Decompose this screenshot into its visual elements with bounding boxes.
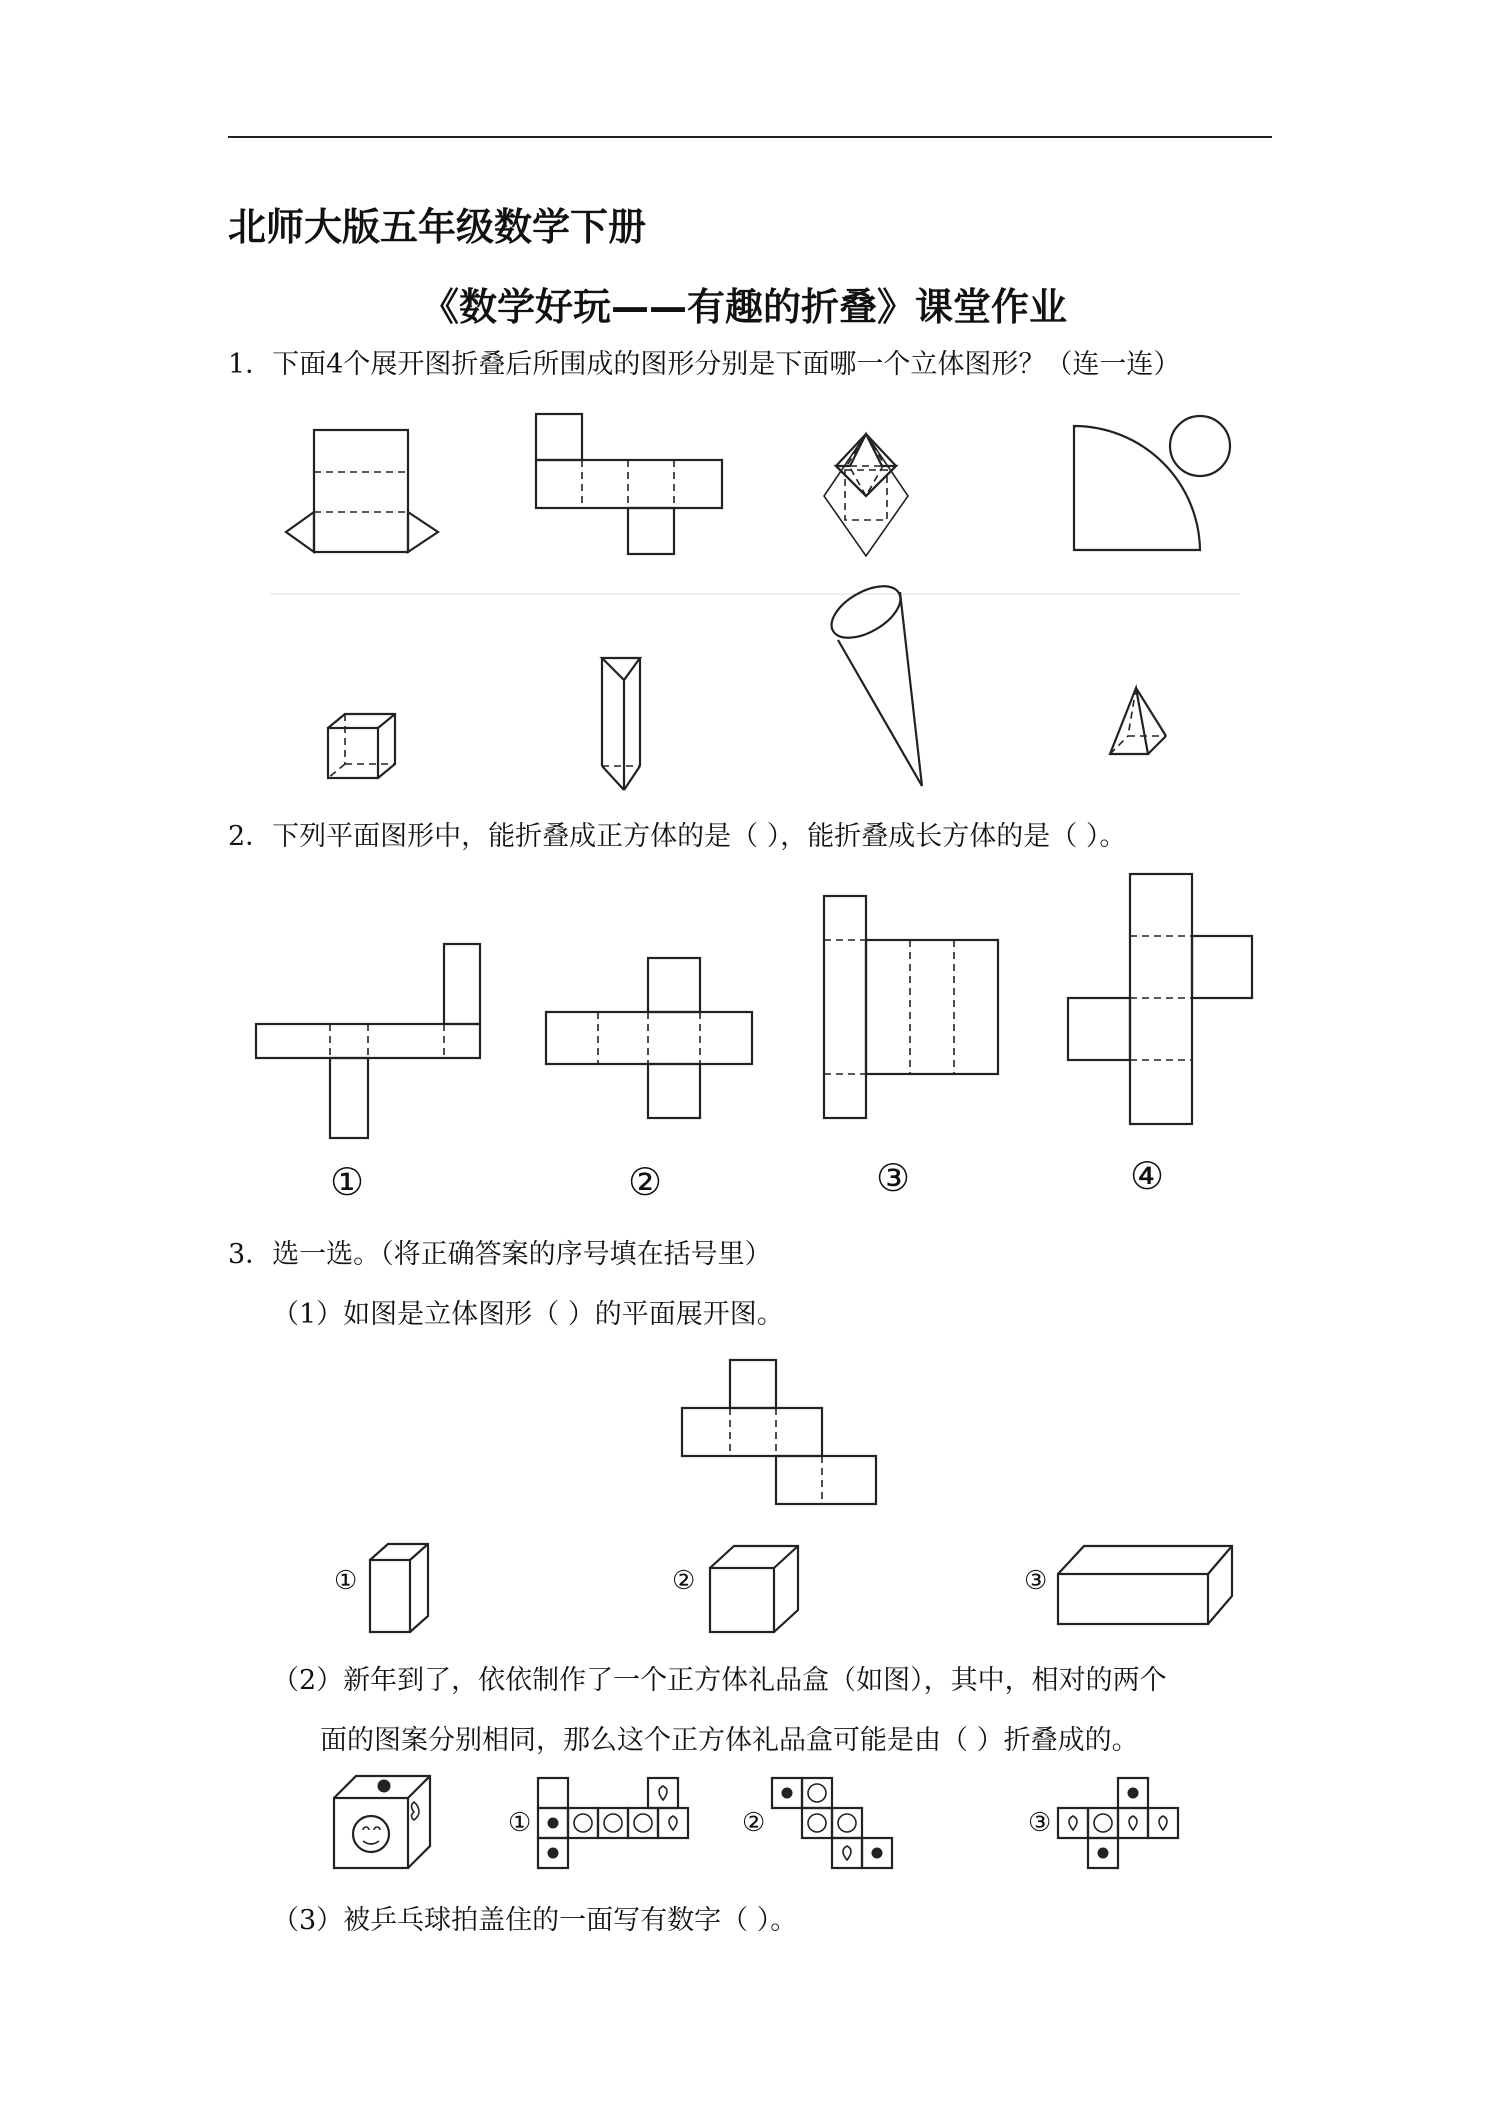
solid-cube — [328, 714, 395, 778]
worksheet-subtitle: 《数学好玩——有趣的折叠》课堂作业 — [420, 285, 1067, 329]
q3-2-option-2-label: ② — [742, 1808, 766, 1838]
gift-box-cube — [334, 1776, 430, 1868]
gift-net-3 — [1058, 1778, 1178, 1868]
question-3-text: 3．选一选。（将正确答案的序号填在括号里） — [228, 1239, 772, 1270]
gift-net-1 — [538, 1778, 688, 1868]
net-triangular-prism — [286, 430, 438, 552]
q3-2-option-3-label: ③ — [1028, 1808, 1052, 1838]
net-cone — [1074, 416, 1230, 550]
question-3-1-text: （1）如图是立体图形（ ）的平面展开图。 — [272, 1299, 784, 1330]
q2-label-3: ③ — [876, 1156, 911, 1200]
page-title: 北师大版五年级数学下册 — [228, 205, 647, 249]
question-1-text: 1．下面4个展开图折叠后所围成的图形分别是下面哪一个立体图形？（连一连） — [228, 349, 1181, 380]
solid-cone — [823, 576, 922, 786]
q3-1-option-2-solid — [710, 1546, 798, 1632]
q2-net-1 — [256, 944, 480, 1138]
question-3-3-text: （3）被乒乓球拍盖住的一面写有数字（ ）。 — [272, 1905, 798, 1936]
solid-triangular-prism — [602, 658, 640, 790]
q3-1-net — [682, 1360, 876, 1504]
question-2-text: 2．下列平面图形中，能折叠成正方体的是（ ），能折叠成长方体的是（ ）。 — [228, 821, 1127, 852]
net-cube — [536, 414, 722, 554]
net-square-pyramid — [824, 434, 908, 556]
q2-net-2 — [546, 958, 752, 1118]
q3-1-option-1-label: ① — [334, 1566, 358, 1596]
gift-net-2 — [772, 1778, 892, 1868]
q2-label-1: ① — [330, 1160, 365, 1204]
q3-1-option-3-label: ③ — [1024, 1566, 1048, 1596]
solid-pyramid — [1110, 688, 1166, 754]
question-3-2-line-1: （2）新年到了，依依制作了一个正方体礼品盒（如图），其中，相对的两个 — [272, 1665, 1167, 1696]
q2-net-4 — [1068, 874, 1252, 1124]
q3-1-option-3-solid — [1058, 1546, 1232, 1624]
question-3-2-line-2: 面的图案分别相同，那么这个正方体礼品盒可能是由（ ）折叠成的。 — [320, 1725, 1139, 1756]
q2-net-3 — [824, 896, 998, 1118]
q3-2-option-1-label: ① — [508, 1808, 532, 1838]
q2-label-4: ④ — [1130, 1154, 1165, 1198]
q2-label-2: ② — [628, 1160, 663, 1204]
q3-1-option-1-solid — [370, 1544, 428, 1632]
q3-1-option-2-label: ② — [672, 1566, 696, 1596]
